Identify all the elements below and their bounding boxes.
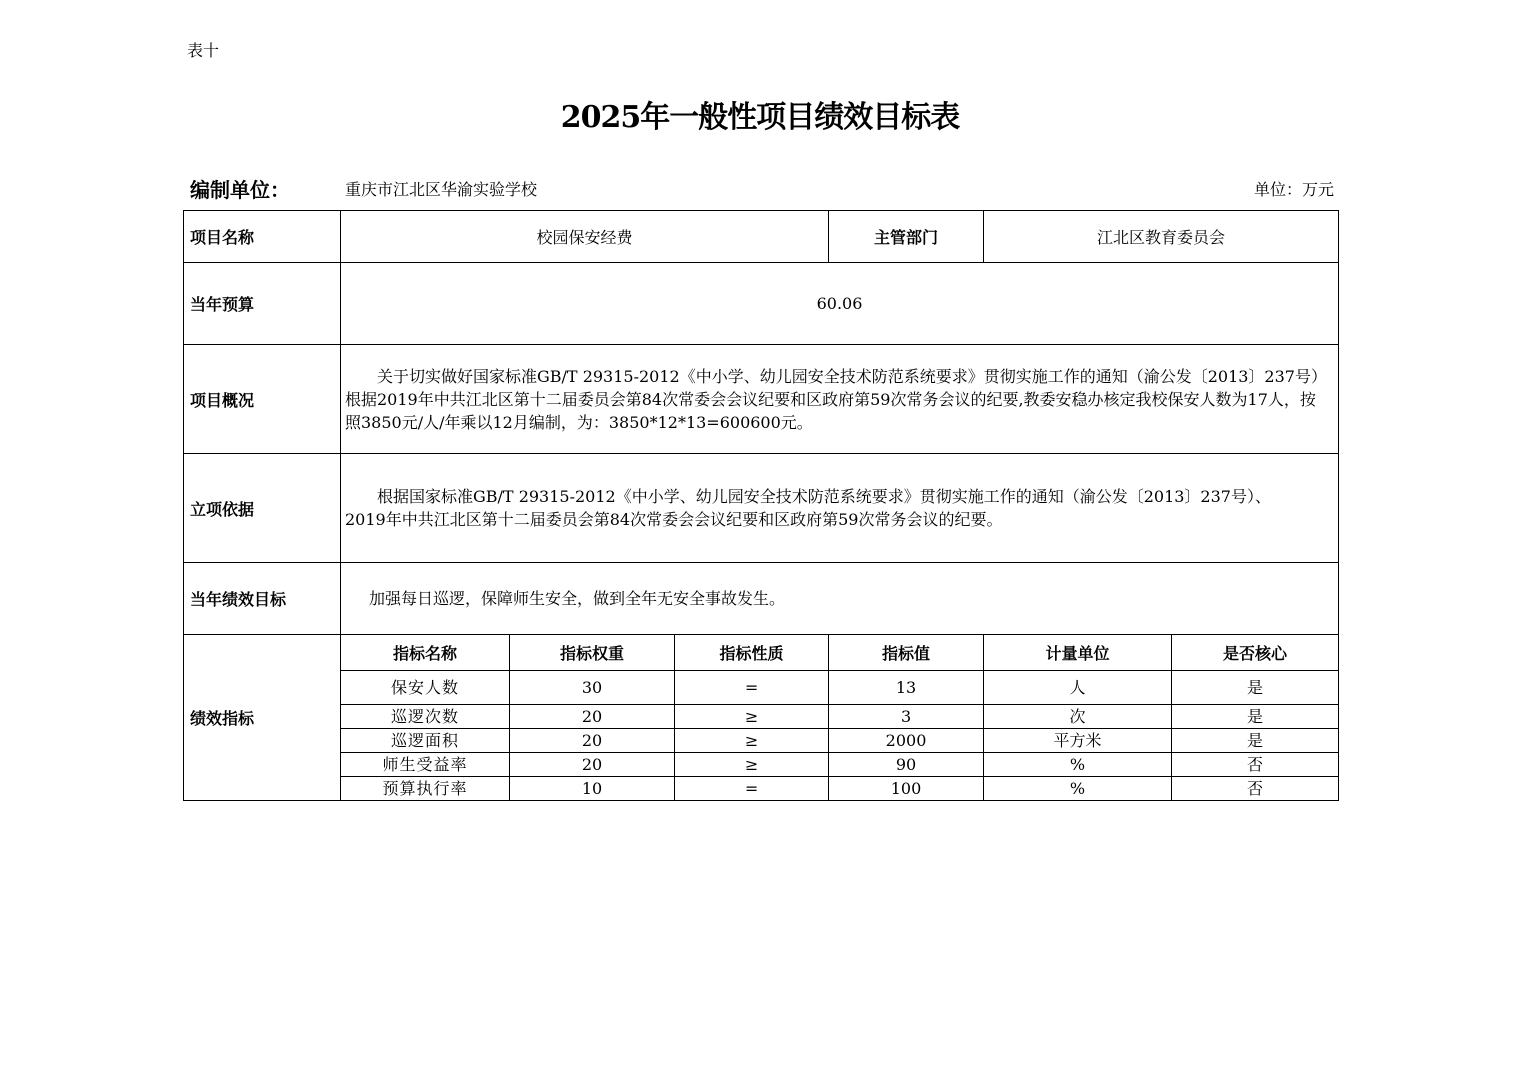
table-row: [184, 729, 1339, 753]
indicator-unit: 次: [984, 705, 1172, 729]
basis-text: [341, 454, 1339, 563]
indicators-label: 绩效指标: [184, 635, 341, 801]
unit-name: 重庆市江北区华渝实验学校: [345, 180, 538, 199]
indicator-value: 13: [829, 671, 984, 705]
indicator-name: 预算执行率: [341, 777, 510, 801]
project-name-label: 项目名称: [184, 211, 341, 263]
budget-value: 60.06: [341, 263, 1339, 345]
indicator-unit: 人: [984, 671, 1172, 705]
indicator-nature: ≥: [675, 729, 829, 753]
indicator-value: 100: [829, 777, 984, 801]
table-row: [184, 671, 1339, 705]
budget-label: 当年预算: [184, 263, 341, 345]
overview-content: 关于切实做好国家标准GB/T 29315-2012《中小学、幼儿园安全技术防范系统要求》贯彻实施工作的通知（渝公发〔2013〕237号）根据2019年中共江北区第十二届委员会第84次常委会会议纪要和区政府第59次常务会议的纪要,教委安稳办核定我校保安人数为17人，按照3850元/人/年乘以12月编制，为：3850*12*13=600600元。: [345, 366, 1319, 432]
header-indicator-value: 指标值: [829, 635, 984, 671]
page-title: 2025年一般性项目绩效目标表: [560, 100, 960, 135]
header-indicator-weight: 指标权重: [510, 635, 675, 671]
indicator-unit: %: [984, 777, 1172, 801]
table-row: [184, 777, 1339, 801]
indicator-nature: =: [675, 777, 829, 801]
indicator-value: 2000: [829, 729, 984, 753]
indicator-name: 巡逻次数: [341, 705, 510, 729]
indicator-nature: =: [675, 671, 829, 705]
indicator-name: 巡逻面积: [341, 729, 510, 753]
overview-text: [341, 345, 1339, 454]
unit-label: 编制单位：: [190, 178, 290, 202]
table-number: 表十: [187, 41, 220, 60]
header-indicator-nature: 指标性质: [675, 635, 829, 671]
indicator-weight: 10: [510, 777, 675, 801]
indicator-unit: %: [984, 753, 1172, 777]
indicator-name: 师生受益率: [341, 753, 510, 777]
money-unit: 单位：万元: [1253, 180, 1334, 199]
dept-value: 江北区教育委员会: [984, 211, 1339, 263]
dept-label: 主管部门: [829, 211, 984, 263]
header-is-core: 是否核心: [1172, 635, 1339, 671]
basis-content: 根据国家标准GB/T 29315-2012《中小学、幼儿园安全技术防范系统要求》贯彻实施工作的通知（渝公发〔2013〕237号）、2019年中共江北区第十二届委员会第84次常委会会议纪要和区政府第59次常务会议的纪要。: [345, 487, 1271, 529]
table-row: [184, 705, 1339, 729]
indicator-core: 否: [1172, 753, 1339, 777]
indicator-nature: ≥: [675, 753, 829, 777]
indicator-name: 保安人数: [341, 671, 510, 705]
indicator-core: 是: [1172, 729, 1339, 753]
indicator-unit: 平方米: [984, 729, 1172, 753]
table-row: [184, 753, 1339, 777]
indicator-weight: 30: [510, 671, 675, 705]
indicator-core: 否: [1172, 777, 1339, 801]
indicator-core: 是: [1172, 671, 1339, 705]
indicator-value: 90: [829, 753, 984, 777]
indicator-core: 是: [1172, 705, 1339, 729]
goal-text: [341, 563, 1339, 635]
indicator-weight: 20: [510, 753, 675, 777]
project-name-value: 校园保安经费: [341, 211, 829, 263]
indicator-value: 3: [829, 705, 984, 729]
header-measure-unit: 计量单位: [984, 635, 1172, 671]
indicator-nature: ≥: [675, 705, 829, 729]
goal-content: 加强每日巡逻，保障师生安全，做到全年无安全事故发生。: [369, 589, 786, 608]
overview-label: 项目概况: [184, 345, 341, 454]
header-indicator-name: 指标名称: [341, 635, 510, 671]
indicator-weight: 20: [510, 729, 675, 753]
unit-row: [190, 174, 1336, 200]
indicator-weight: 20: [510, 705, 675, 729]
performance-table: [183, 210, 1339, 801]
basis-label: 立项依据: [184, 454, 341, 563]
goal-label: 当年绩效目标: [184, 563, 341, 635]
